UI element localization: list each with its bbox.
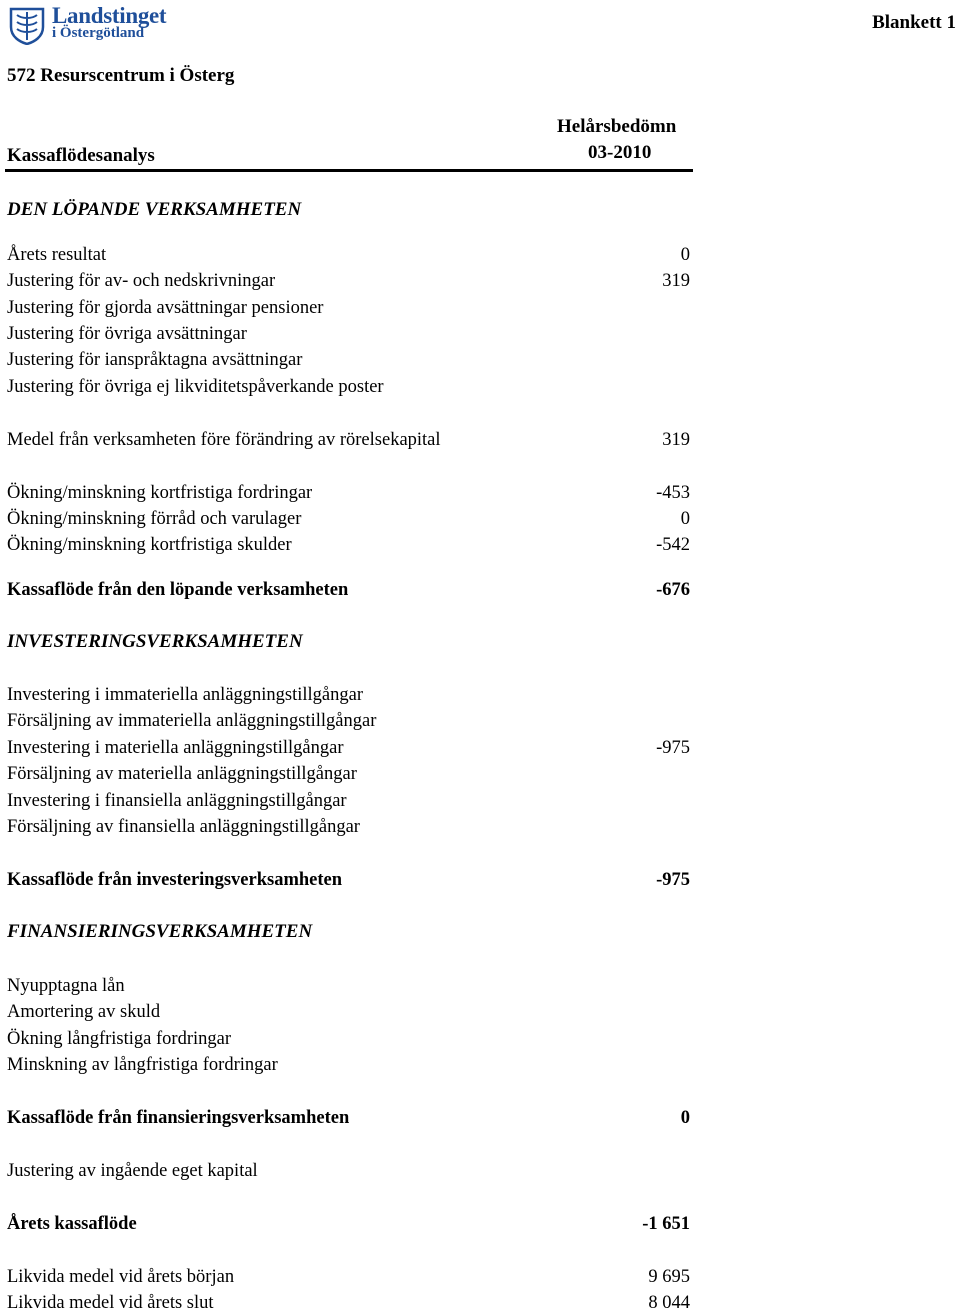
row-label: Ökning/minskning förråd och varulager <box>7 509 302 529</box>
row-value: -453 <box>656 483 690 503</box>
table-row <box>7 347 690 373</box>
table-row <box>7 1026 690 1052</box>
row-label: Årets kassaflöde <box>7 1214 137 1234</box>
row-value: -676 <box>656 580 690 600</box>
row-label: Justering för av- och nedskrivningar <box>7 271 276 291</box>
table-row <box>7 532 690 558</box>
row-label: Ökning/minskning kortfristiga fordringar <box>7 483 313 503</box>
row-label: Justering av ingående eget kapital <box>7 1161 258 1181</box>
subtotal-row <box>7 427 690 453</box>
row-label: Ökning långfristiga fordringar <box>7 1029 231 1049</box>
row-value: -975 <box>656 870 690 890</box>
section-operating-title: DEN LÖPANDE VERKSAMHETEN <box>7 199 302 220</box>
table-row <box>7 268 690 294</box>
row-label: Likvida medel vid årets slut <box>7 1293 214 1313</box>
row-value: 9 695 <box>648 1267 690 1287</box>
row-label: Investering i immateriella anläggningstillgångar <box>7 685 364 705</box>
table-row <box>7 708 690 734</box>
row-label: Amortering av skuld <box>7 1002 161 1022</box>
form-label: Blankett 1 <box>872 12 956 33</box>
row-label: Försäljning av finansiella anläggningstillgångar <box>7 817 360 837</box>
header-divider <box>5 169 693 172</box>
liquidity-start-row <box>7 1264 690 1290</box>
row-label: Ökning/minskning kortfristiga skulder <box>7 535 292 555</box>
table-row <box>7 374 690 400</box>
row-label: Justering för ianspråktagna avsättningar <box>7 350 303 370</box>
row-label: Likvida medel vid årets början <box>7 1267 235 1287</box>
operating-total-row <box>7 577 690 603</box>
row-value: 0 <box>680 1108 690 1128</box>
table-row <box>7 1052 690 1078</box>
row-label: Investering i materiella anläggningstillgångar <box>7 738 344 758</box>
financing-total-row <box>7 1105 690 1131</box>
table-row <box>7 814 690 840</box>
table-row <box>7 506 690 532</box>
row-label: Nyupptagna lån <box>7 976 125 996</box>
section-investing-title: INVESTERINGSVERKSAMHETEN <box>7 631 303 652</box>
table-row <box>7 295 690 321</box>
logo-wordmark <box>52 3 167 41</box>
row-value: -1 651 <box>642 1214 690 1234</box>
row-label: Justering för övriga ej likviditetspåverkande poster <box>7 377 384 397</box>
table-row <box>7 480 690 506</box>
table-row <box>7 682 690 708</box>
equity-adjustment-row <box>7 1158 690 1184</box>
row-label: Kassaflöde från finansieringsverksamheten <box>7 1108 350 1128</box>
landstinget-logo <box>8 4 188 46</box>
unit-title: 572 Resurscentrum i Österg <box>7 65 235 86</box>
row-label: Kassaflöde från investeringsverksamheten <box>7 870 343 890</box>
row-value: 8 044 <box>648 1293 690 1313</box>
row-value: -975 <box>656 738 690 758</box>
logo-line2: i Östergötland <box>52 25 145 41</box>
table-row <box>7 788 690 814</box>
table-row <box>7 999 690 1025</box>
row-label: Försäljning av materiella anläggningstillgångar <box>7 764 357 784</box>
table-row <box>7 242 690 268</box>
column-header-line1: Helårsbedömn <box>557 116 677 137</box>
row-label: Justering för gjorda avsättningar pensioner <box>7 298 324 318</box>
row-value: 0 <box>680 509 690 529</box>
table-row <box>7 735 690 761</box>
logo-line1: Landstinget <box>52 3 167 28</box>
row-label: Justering för övriga avsättningar <box>7 324 247 344</box>
row-value: -542 <box>656 535 690 555</box>
row-value: 319 <box>662 430 690 450</box>
investing-total-row <box>7 867 690 893</box>
year-cashflow-row <box>7 1211 690 1237</box>
row-label: Försäljning av immateriella anläggningstillgångar <box>7 711 377 731</box>
section-financing-title: FINANSIERINGSVERKSAMHETEN <box>7 921 313 942</box>
table-row <box>7 761 690 787</box>
row-value: 0 <box>680 245 690 265</box>
landstinget-emblem-icon <box>8 5 46 45</box>
row-label: Medel från verksamheten före förändring av rörelsekapital <box>7 430 441 450</box>
row-label: Investering i finansiella anläggningstillgångar <box>7 791 347 811</box>
report-title: Kassaflödesanalys <box>7 145 155 166</box>
table-row <box>7 321 690 347</box>
row-label: Årets resultat <box>7 245 107 265</box>
column-header-period: 03-2010 <box>588 142 652 163</box>
row-label: Minskning av långfristiga fordringar <box>7 1055 278 1075</box>
row-value: 319 <box>662 271 690 291</box>
table-row <box>7 973 690 999</box>
row-label: Kassaflöde från den löpande verksamheten <box>7 580 349 600</box>
liquidity-end-row <box>7 1290 690 1316</box>
